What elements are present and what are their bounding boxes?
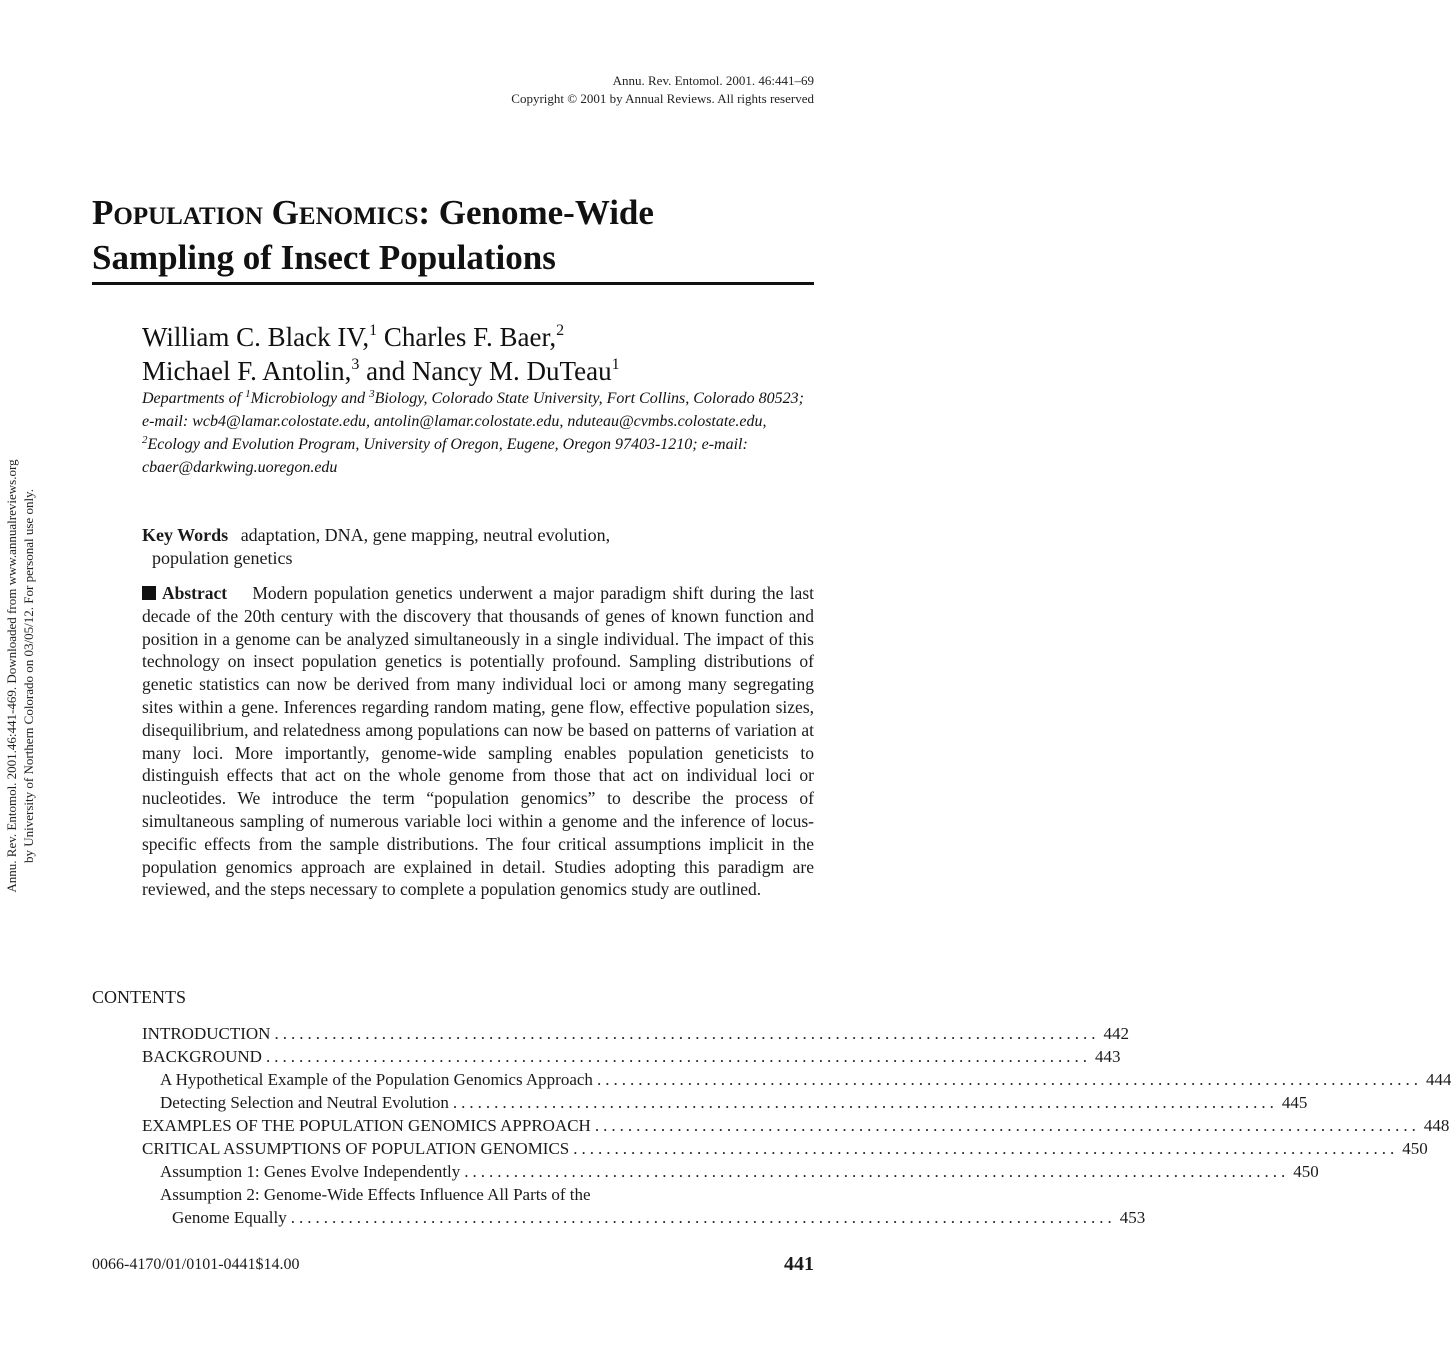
affil-part-2: Microbiology and [250, 390, 370, 407]
toc-entry-title: INTRODUCTION [142, 1024, 271, 1043]
affil-sup-3: 3 [369, 388, 375, 400]
toc-leader-dots: .................................................................................................... [274, 1024, 1100, 1043]
affiliations [142, 387, 814, 479]
toc-entry[interactable] [142, 1068, 1451, 1091]
toc-entry-page: 444 [1425, 1070, 1451, 1089]
title-line-2: Sampling of Insect Populations [92, 238, 556, 277]
toc-entry[interactable] [142, 1160, 1319, 1183]
toc-entry[interactable] [142, 1206, 1146, 1229]
author-2-sup: 2 [556, 322, 565, 339]
author-3: Michael F. Antolin, [142, 356, 352, 386]
download-notice-text [3, 459, 37, 892]
affil-sup-2: 2 [142, 434, 148, 446]
page-number: 441 [784, 1253, 814, 1275]
title-line1-rest: Genome-Wide [430, 193, 654, 232]
author-1: William C. Black IV, [142, 322, 370, 352]
article-code: 0066-4170/01/0101-0441$14.00 [92, 1256, 300, 1273]
title-prefix: Population Genomics: [92, 193, 431, 232]
toc-entry-title: Detecting Selection and Neutral Evolution [160, 1093, 449, 1112]
toc-leader-dots: .................................................................................................... [452, 1093, 1278, 1112]
author-3-sup: 3 [351, 356, 360, 373]
toc-entry-title: BACKGROUND [142, 1047, 262, 1066]
toc-entry-page: 450 [1293, 1162, 1319, 1181]
affil-part-3: Biology, Colorado State University, Fort Collins, Colorado 80523; e-mail: wcb4@lamar.colostate.edu, antolin@lamar.colostate.edu, nduteau@cvmbs.colostate.edu, [142, 390, 804, 430]
title-rule [92, 282, 814, 285]
download-notice-line2: by University of Northern Colorado on 03/05/12. For personal use only. [21, 489, 36, 863]
key-words-line-1 [142, 524, 702, 547]
author-4: and Nancy M. DuTeau [359, 356, 612, 386]
affil-sup-1: 1 [245, 388, 251, 400]
toc-entry[interactable] [142, 1114, 1450, 1137]
authors-line-2 [142, 354, 814, 388]
author-2: Charles F. Baer, [377, 322, 557, 352]
toc-entry-page: 443 [1094, 1047, 1121, 1066]
toc-leader-dots: .................................................................................................... [265, 1047, 1091, 1066]
toc-entry-title: A Hypothetical Example of the Population Genomics Approach [160, 1070, 593, 1089]
toc-entry[interactable] [142, 1091, 1308, 1114]
table-of-contents [142, 1022, 1451, 1229]
title-line-1 [92, 190, 814, 235]
author-list [142, 320, 814, 388]
toc-entry-page: 445 [1281, 1093, 1308, 1112]
toc-entry-title: CRITICAL ASSUMPTIONS OF POPULATION GENOMICS [142, 1139, 570, 1158]
toc-entry-page: 450 [1402, 1139, 1428, 1158]
toc-entry-title[interactable]: Assumption 2: Genome-Wide Effects Influence All Parts of the [160, 1185, 591, 1204]
abstract-label: Abstract [162, 583, 228, 603]
key-words-list-1: adaptation, DNA, gene mapping, neutral evolution, [240, 525, 611, 545]
journal-citation: Annu. Rev. Entomol. 2001. 46:441–69 [612, 73, 814, 88]
toc-leader-dots: .................................................................................................... [290, 1208, 1116, 1227]
abstract [142, 582, 814, 901]
toc-leader-dots: .................................................................................................... [573, 1139, 1399, 1158]
toc-leader-dots: .................................................................................................... [596, 1070, 1422, 1089]
affil-part-4: Ecology and Evolution Program, University of Oregon, Eugene, Oregon 97403-1210; e-mail: cbaer@darkwing.uoregon.edu [142, 436, 748, 476]
article-title [92, 190, 814, 280]
contents-heading: CONTENTS [92, 987, 186, 1007]
download-notice-line1: Annu. Rev. Entomol. 2001.46:441-469. Downloaded from www.annualreviews.org [4, 459, 19, 893]
abstract-bullet-icon [142, 586, 156, 600]
key-words-line-2: population genetics [152, 548, 293, 568]
author-4-sup: 1 [611, 356, 620, 373]
toc-entry-title: EXAMPLES OF THE POPULATION GENOMICS APPROACH [142, 1116, 591, 1135]
key-words-label: Key Words [142, 525, 229, 545]
affil-part-1: Departments of [142, 390, 246, 407]
toc-leader-dots: .................................................................................................... [464, 1162, 1290, 1181]
toc-entry-title-cont: Genome Equally [172, 1208, 287, 1227]
journal-header [511, 72, 814, 108]
toc-entry[interactable] [142, 1045, 1121, 1068]
author-1-sup: 1 [369, 322, 378, 339]
toc-leader-dots: .................................................................................................... [594, 1116, 1420, 1135]
toc-entry-page: 442 [1103, 1024, 1129, 1043]
toc-entry-page: 448 [1423, 1116, 1450, 1135]
abstract-text: Modern population genetics underwent a major paradigm shift during the last decade of the 20th century with the discovery that thousands of genes of known function and position in a genome can be analyzed simultaneously in a single individual. The impact of this technology on insect population genetics is potentially profound. Sampling distributions of genetic statistics can now be derived from many individual loci or among many segregating sites within a gene. Inferences regarding random mating, gene flow, effective population sizes, disequilibrium, and relatedness among populations can now be based on patterns of variation at many loci. More importantly, genome-wide sampling enables population geneticists to distinguish effects that act on the whole genome from those that act on individual loci or nucleotides. We introduce the term “population genomics” to describe the process of simultaneous sampling of numerous variable loci within a genome and the inference of locus-specific effects from the sample distributions. The four critical assumptions implicit in the population genomics approach are explained in detail. Studies adopting this paradigm are reviewed, and the steps necessary to complete a population genomics study are outlined. [142, 583, 814, 900]
toc-entry-page: 453 [1119, 1208, 1146, 1227]
toc-entry[interactable] [142, 1022, 1129, 1045]
toc-entry-title: Assumption 1: Genes Evolve Independently [160, 1162, 461, 1181]
key-words [142, 524, 702, 570]
toc-entry[interactable] [142, 1137, 1428, 1160]
authors-line-1 [142, 320, 814, 354]
journal-copyright: Copyright © 2001 by Annual Reviews. All rights reserved [511, 91, 814, 106]
